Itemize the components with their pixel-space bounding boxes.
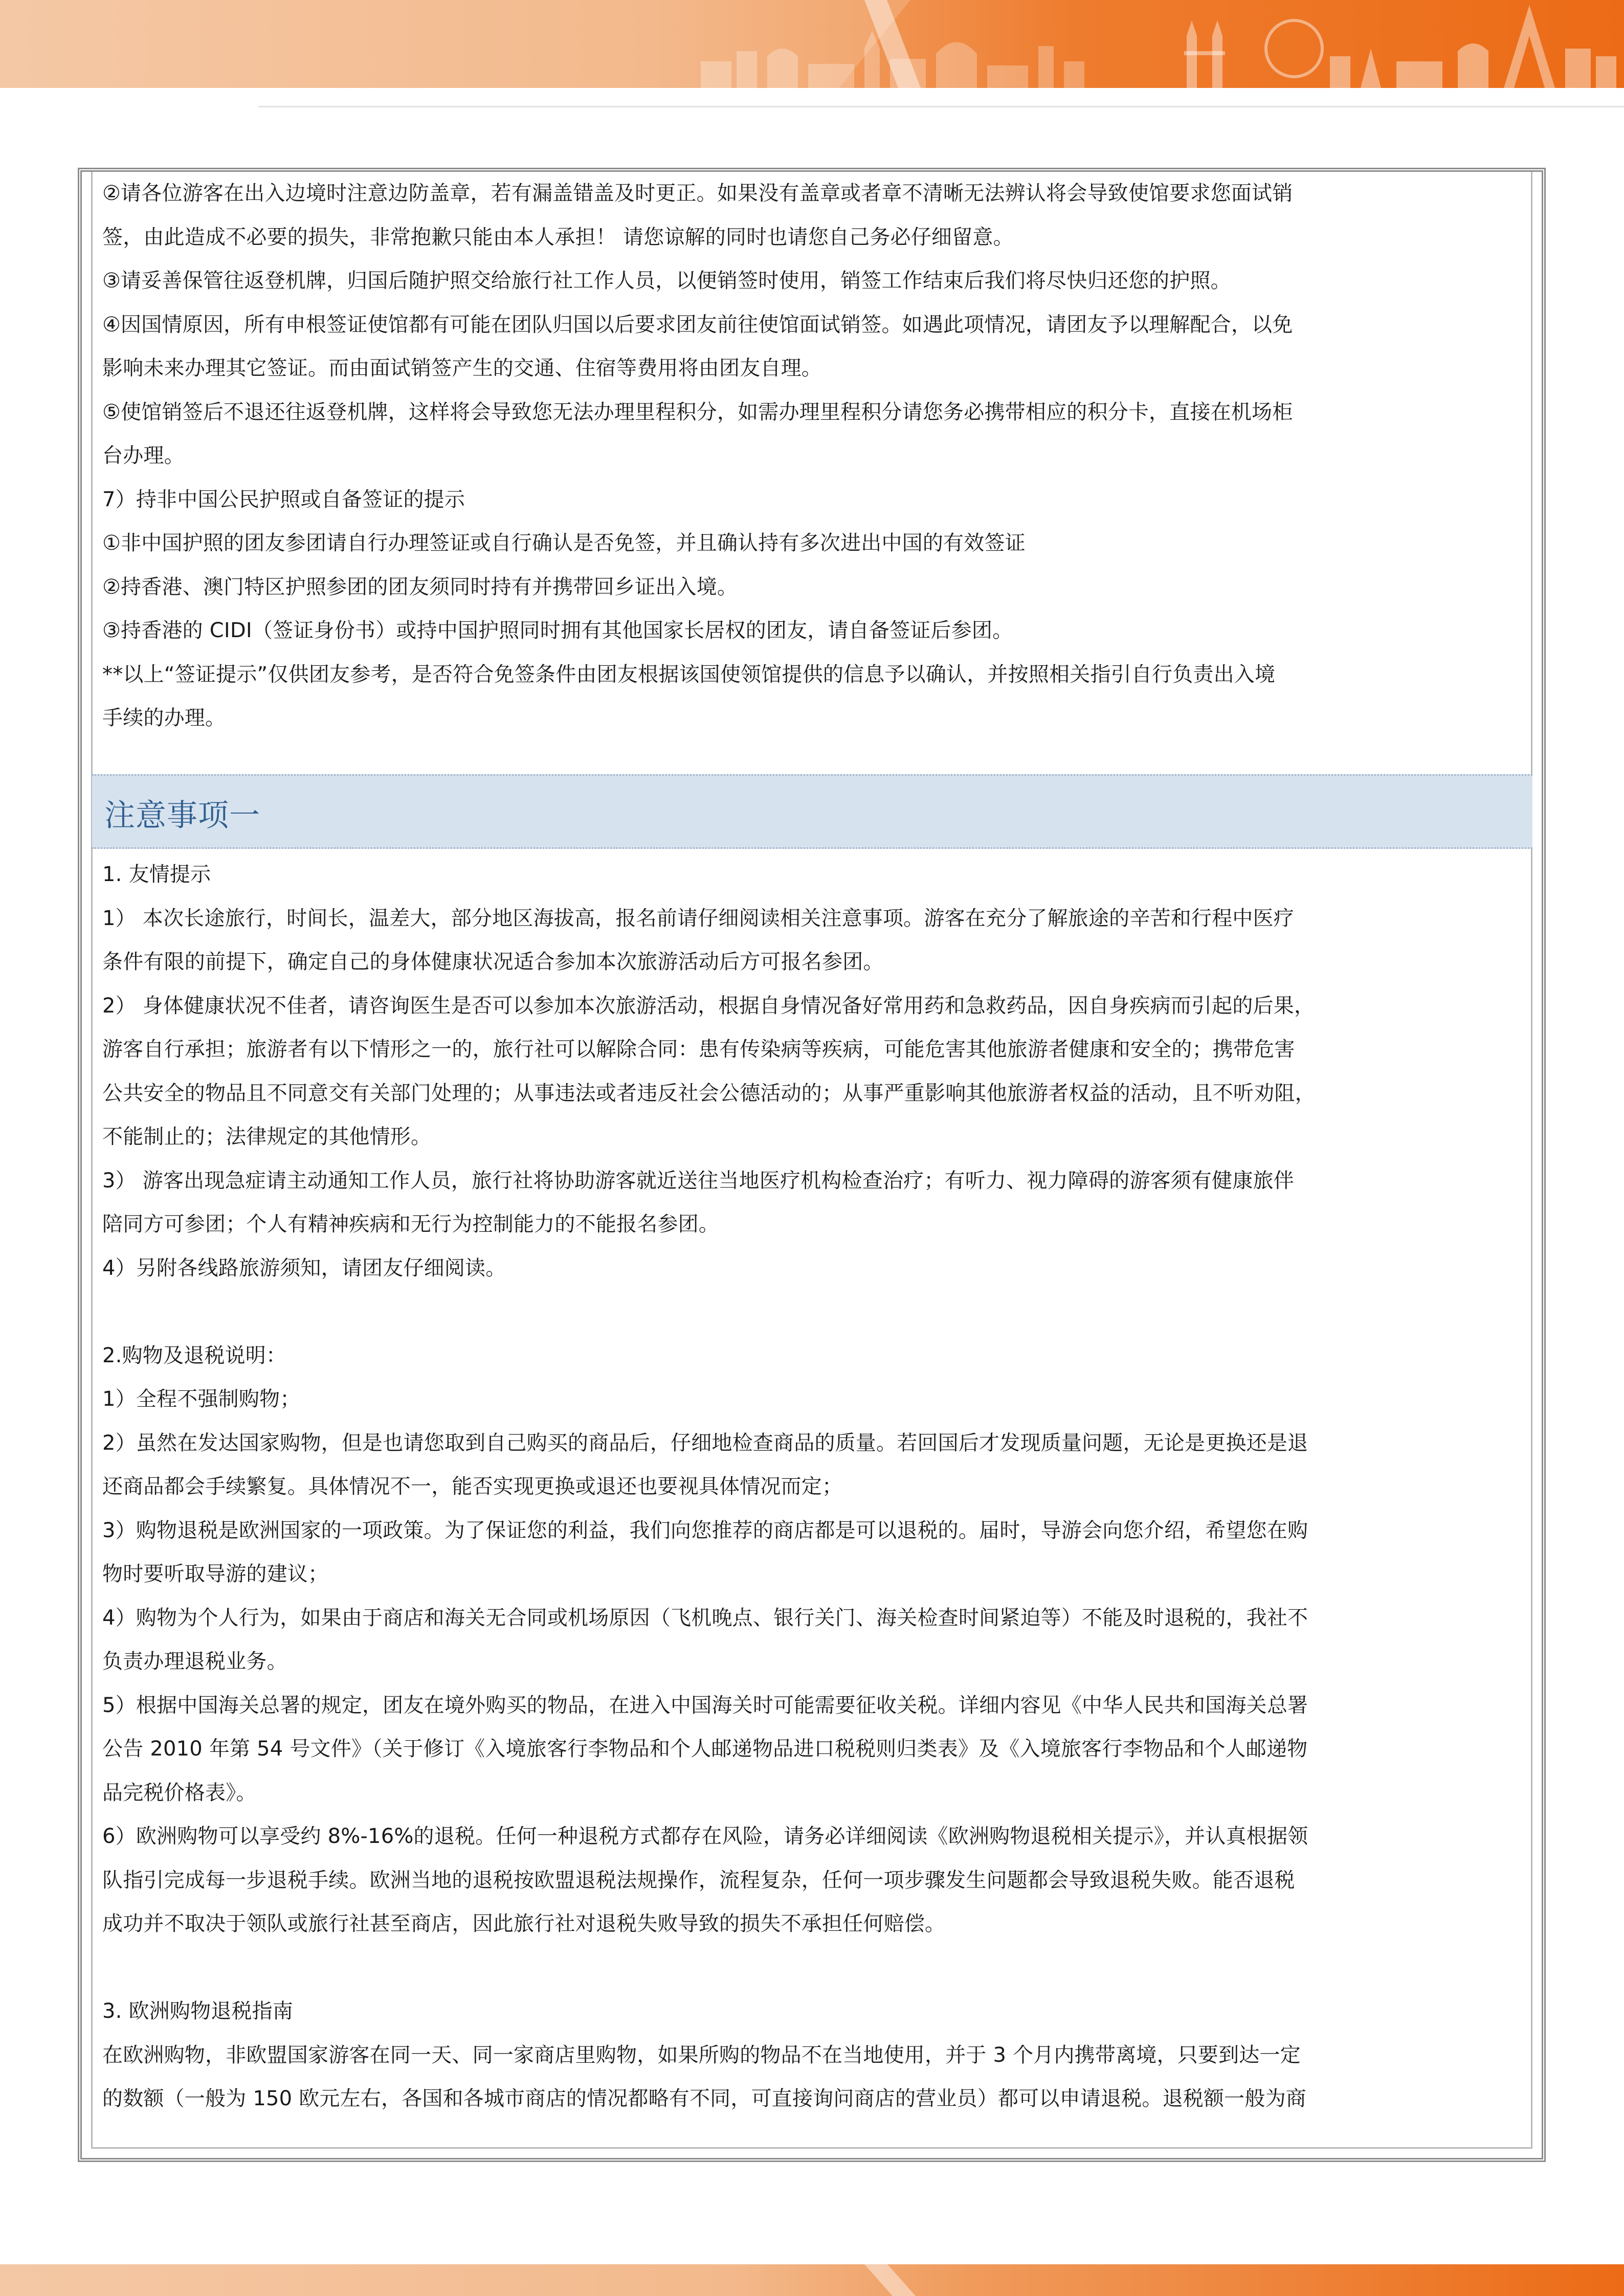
paragraph-line: 4）购物为个人行为，如果由于商店和海关无合同或机场原因（飞机晚点、银行关门、海关检查时间紧迫等）不能及时退税的，我社不 [102, 1606, 1308, 1630]
paragraph-line: 4）另附各线路旅游须知，请团友仔细阅读。 [102, 1256, 506, 1280]
paragraph-line: 游客自行承担；旅游者有以下情形之一的，旅行社可以解除合同：患有传染病等疾病，可能危害其他旅游者健康和安全的；携带危害 [102, 1038, 1295, 1061]
city-skyline-decoration [680, 0, 1624, 88]
paragraph-line: 还商品都会手续繁复。具体情况不一，能否实现更换或退还也要视具体情况而定； [102, 1475, 843, 1498]
paragraph-line: ③请妥善保管往返登机牌，归国后随护照交给旅行社工作人员，以便销签时使用，销签工作结束后我们将尽快归还您的护照。 [102, 269, 1231, 292]
paragraph-line: 队指引完成每一步退税手续。欧洲当地的退税按欧盟退税法规操作，流程复杂，任何一项步骤发生问题都会导致退税失败。能否退税 [102, 1868, 1295, 1892]
blank-line [102, 1946, 1514, 1990]
paragraph-line: 2）虽然在发达国家购物，但是也请您取到自己购买的商品后，仔细地检查商品的质量。若回国后才发现质量问题，无论是更换还是退 [102, 1431, 1308, 1455]
paragraph-line: ④因国情原因，所有申根签证使馆都有可能在团队归国以后要求团友前往使馆面试销签。如遇此项情况，请团友予以理解配合，以免 [102, 312, 1293, 336]
paragraph-line: 的数额（一般为 150 欧元左右，各国和各城市商店的情况都略有不同，可直接询问商店的营业员）都可以申请退税。退税额一般为商 [102, 2087, 1306, 2110]
paragraph-line: 条件有限的前提下，确定自己的身体健康状况适合参加本次旅游活动后方可报名参团。 [102, 950, 884, 974]
paragraph-line: ③持香港的 CIDI（签证身份书）或持中国护照同时拥有其他国家长居权的团友，请自备签证后参团。 [102, 619, 1013, 642]
visa-notes-block [102, 172, 1514, 740]
paragraph-line: 3. 欧洲购物退税指南 [102, 1999, 294, 2023]
blank-line [102, 1290, 1514, 1334]
paragraph-line: 3）购物退税是欧洲国家的一项政策。为了保证您的利益，我们向您推荐的商店都是可以退税的。届时，导游会向您介绍，希望您在购 [102, 1518, 1308, 1542]
paragraph-line: ⑤使馆销签后不退还往返登机牌，这样将会导致您无法办理里程积分，如需办理里程积分请您务必携带相应的积分卡，直接在机场柜 [102, 400, 1293, 424]
paragraph-line: 1. 友情提示 [102, 863, 211, 886]
paragraph-line: 5）根据中国海关总署的规定，团友在境外购买的物品，在进入中国海关时可能需要征收关税。详细内容见《中华人民共和国海关总署 [102, 1693, 1308, 1717]
paragraph-line: 公告 2010 年第 54 号文件》（关于修订《入境旅客行李物品和个人邮递物品进口税税则归类表》及《入境旅客行李物品和个人邮递物 [102, 1737, 1308, 1761]
notes-block [102, 853, 1514, 2121]
paragraph-line: 负责办理退税业务。 [102, 1650, 287, 1673]
paragraph-line: 成功并不取决于领队或旅行社甚至商店，因此旅行社对退税失败导致的损失不承担任何赔偿。 [102, 1912, 946, 1935]
header-divider [258, 106, 1624, 107]
section-heading-notes [92, 774, 1532, 849]
paragraph-line: 台办理。 [102, 444, 185, 467]
footer-banner [0, 2264, 1624, 2296]
header-banner [0, 0, 1624, 88]
paragraph-line: 签，由此造成不必要的损失，非常抱歉只能由本人承担！ 请您谅解的同时也请您自己务必仔细留意。 [102, 225, 1014, 249]
paragraph-line: 在欧洲购物，非欧盟国家游客在同一天、同一家商店里购物，如果所购的物品不在当地使用，并于 3 个月内携带离境，只要到达一定 [102, 2043, 1301, 2067]
paragraph-line: 2） 身体健康状况不佳者，请咨询医生是否可以参加本次旅游活动，根据自身情况备好常用药和急救药品，因自身疾病而引起的后果， [102, 994, 1315, 1018]
paragraph-line: ②持香港、澳门特区护照参团的团友须同时持有并携带回乡证出入境。 [102, 575, 738, 599]
paragraph-line: 公共安全的物品且不同意交有关部门处理的；从事违法或者违反社会公德活动的；从事严重影响其他旅游者权益的活动，且不听劝阻， [102, 1081, 1316, 1105]
paragraph-line: 3） 游客出现急症请主动通知工作人员，旅行社将协助游客就近送往当地医疗机构检查治疗；有听力、视力障碍的游客须有健康旅伴 [102, 1168, 1294, 1192]
paragraph-line: 品完税价格表》。 [102, 1781, 257, 1805]
content-frame [78, 168, 1546, 2162]
paragraph-line: 2.购物及退税说明： [102, 1343, 287, 1367]
paragraph-line: 手续的办理。 [102, 706, 226, 730]
paragraph-line: 6）欧洲购物可以享受约 8%-16%的退税。任何一种退税方式都存在风险，请务必详细阅读《欧洲购物退税相关提示》，并认真根据领 [102, 1825, 1308, 1848]
paragraph-line: ②请各位游客在出入边境时注意边防盖章，若有漏盖错盖及时更正。如果没有盖章或者章不清晰无法辨认将会导致使馆要求您面试销 [102, 182, 1293, 205]
paragraph-line: 物时要听取导游的建议； [102, 1562, 329, 1586]
paragraph-line: 1） 本次长途旅行，时间长，温差大，部分地区海拔高，报名前请仔细阅读相关注意事项。游客在充分了解旅途的辛苦和行程中医疗 [102, 906, 1294, 930]
paragraph-line: 7）持非中国公民护照或自备签证的提示 [102, 487, 465, 511]
paragraph-line: **以上“签证提示”仅供团友参考，是否符合免签条件由团友根据该国使领馆提供的信息予以确认，并按照相关指引自行负责出入境 [102, 662, 1276, 686]
paragraph-line: 1）全程不强制购物； [102, 1387, 301, 1411]
section-title: 注意事项一 [104, 798, 260, 834]
paragraph-line: 不能制止的；法律规定的其他情形。 [102, 1125, 432, 1149]
paragraph-line: 影响未来办理其它签证。而由面试销签产生的交通、住宿等费用将由团友自理。 [102, 356, 822, 380]
paragraph-line: 陪同方可参团；个人有精神疾病和无行为控制能力的不能报名参团。 [102, 1212, 719, 1236]
paragraph-line: ①非中国护照的团友参团请自行办理签证或自行确认是否免签，并且确认持有多次进出中国的有效签证 [102, 531, 1026, 555]
